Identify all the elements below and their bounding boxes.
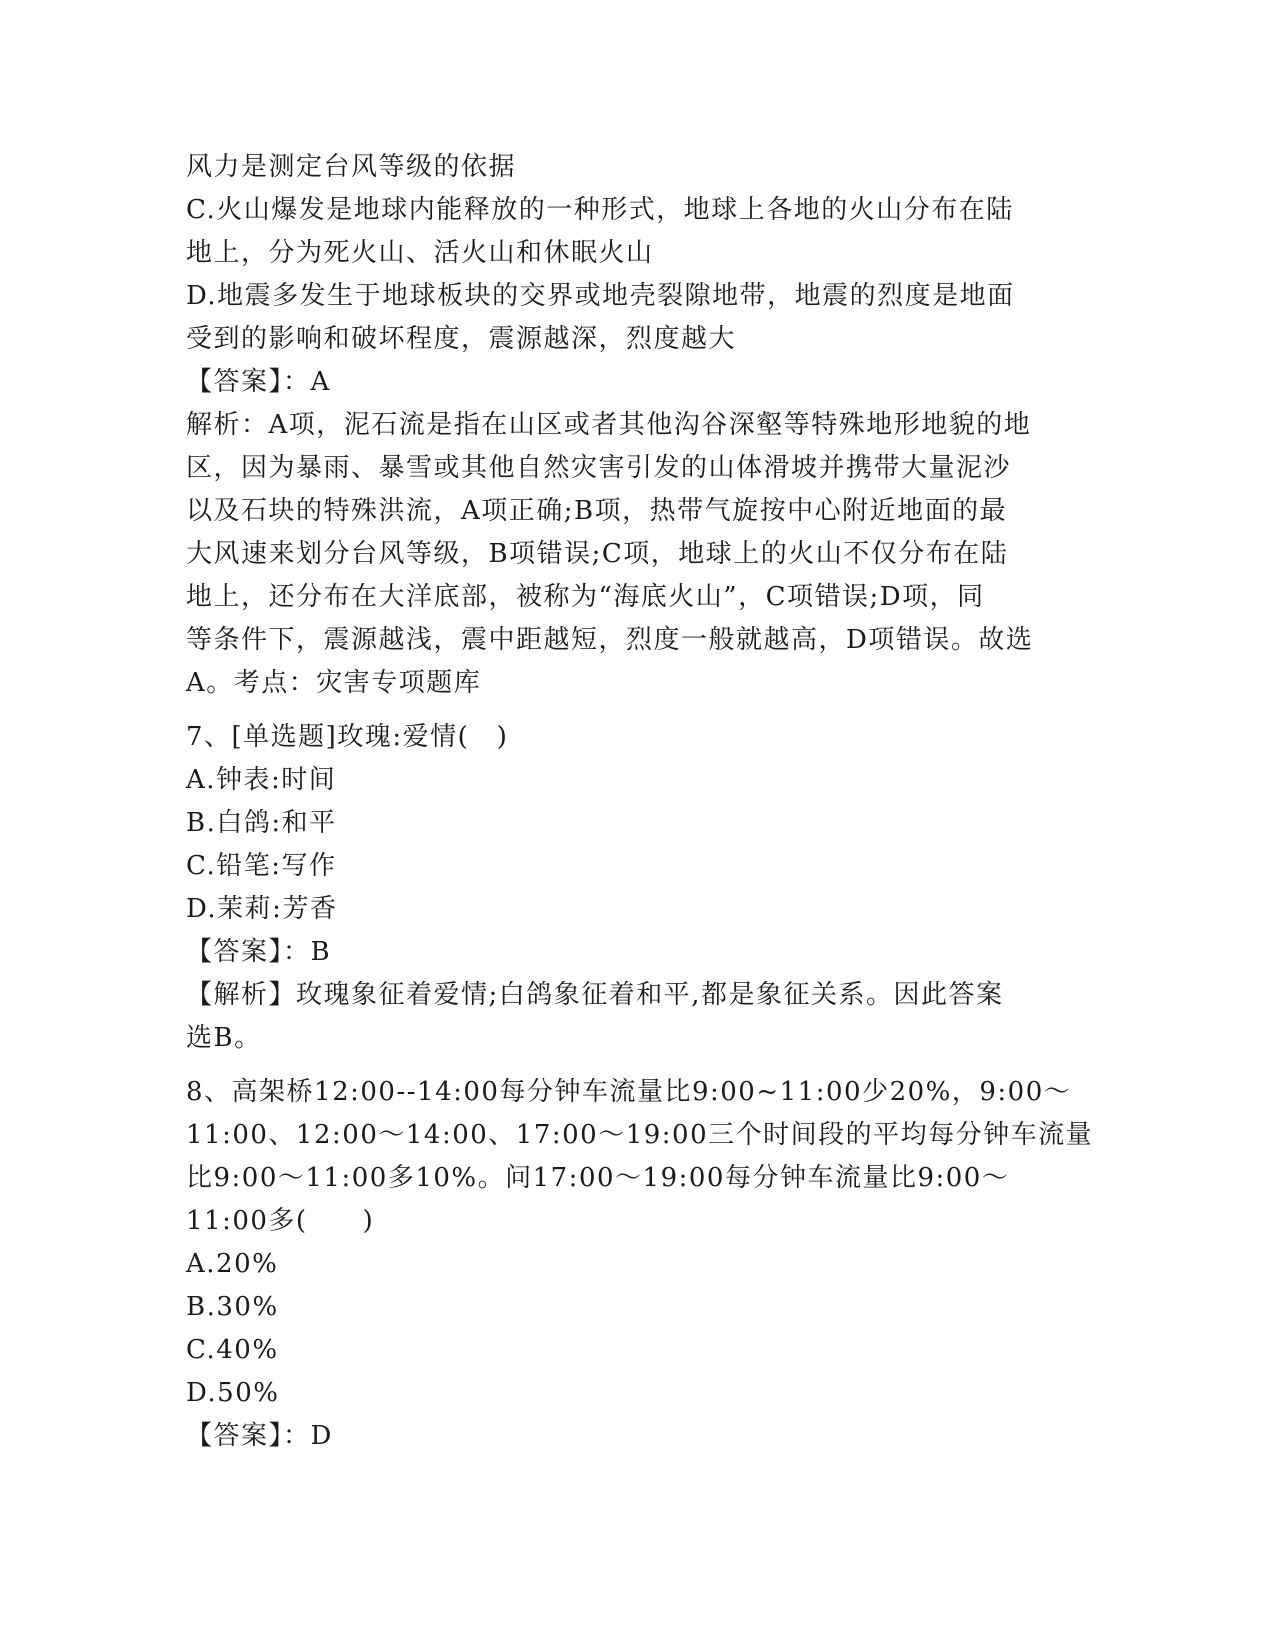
option-b: B.白鸽:和平 <box>186 808 337 838</box>
option-c-line: 地上，分为死火山、活火山和休眠火山 <box>186 238 654 268</box>
option-c-line: C.火山爆发是地球内能释放的一种形式，地球上各地的火山分布在陆 <box>186 195 1014 225</box>
page-content <box>186 146 1094 1458</box>
answer-line: 【答案】：D <box>186 1421 333 1451</box>
analysis-line: 等条件下，震源越浅，震中距越短，烈度一般就越高，D项错误。故选 <box>186 625 1034 655</box>
question-text-line: 风力是测定台风等级的依据 <box>186 152 517 182</box>
option-d-line: D.地震多发生于地球板块的交界或地壳裂隙地带，地震的烈度是地面 <box>186 281 1015 311</box>
analysis-line: 以及石块的特殊洪流，A项正确;B项，热带气旋按中心附近地面的最 <box>186 496 1008 526</box>
answer-line: 【答案】：B <box>186 937 332 967</box>
option-a: A.20% <box>186 1249 279 1279</box>
question-8 <box>186 1071 1094 1458</box>
question-title: 7、[单选题]玫瑰:爱情( ) <box>186 722 509 752</box>
question-title-line: 比9:00～11:00多10%。问17:00～19:00每分钟车流量比9:00～ <box>186 1163 1010 1193</box>
option-c: C.铅笔:写作 <box>186 851 337 881</box>
analysis-line: 大风速来划分台风等级，B项错误;C项，地球上的火山不仅分布在陆 <box>186 539 1009 569</box>
option-d: D.50% <box>186 1378 280 1408</box>
analysis-line: 地上，还分布在大洋底部，被称为“海底火山”，C项错误;D项，同 <box>186 582 985 612</box>
analysis-line: 区，因为暴雨、暴雪或其他自然灾害引发的山体滑坡并携带大量泥沙 <box>186 453 1012 483</box>
question-spacer <box>186 705 1086 716</box>
option-b: B.30% <box>186 1292 279 1322</box>
question-title-line: 11:00、12:00～14:00、17:00～19:00三个时间段的平均每分钟车流量 <box>186 1120 1094 1150</box>
question-7 <box>186 716 1086 1060</box>
analysis-line: A。考点：灾害专项题库 <box>186 668 482 698</box>
option-d: D.茉莉:芳香 <box>186 894 338 924</box>
option-c: C.40% <box>186 1335 279 1365</box>
option-a: A.钟表:时间 <box>186 765 337 795</box>
previous-question-continuation <box>186 146 1086 705</box>
question-spacer <box>186 1060 1086 1071</box>
option-d-line: 受到的影响和破坏程度，震源越深，烈度越大 <box>186 324 737 354</box>
analysis-line: 解析：A项，泥石流是指在山区或者其他沟谷深壑等特殊地形地貌的地 <box>186 410 1032 440</box>
question-title-line: 11:00多( ) <box>186 1206 375 1236</box>
answer-line: 【答案】：A <box>186 367 331 397</box>
analysis-line: 【解析】玫瑰象征着爱情;白鸽象征着和平,都是象征关系。因此答案 <box>186 980 1004 1010</box>
question-title-line: 8、高架桥12:00--14:00每分钟车流量比9:00~11:00少20%，9:00～ <box>186 1077 1072 1107</box>
analysis-line: 选B。 <box>186 1023 262 1053</box>
